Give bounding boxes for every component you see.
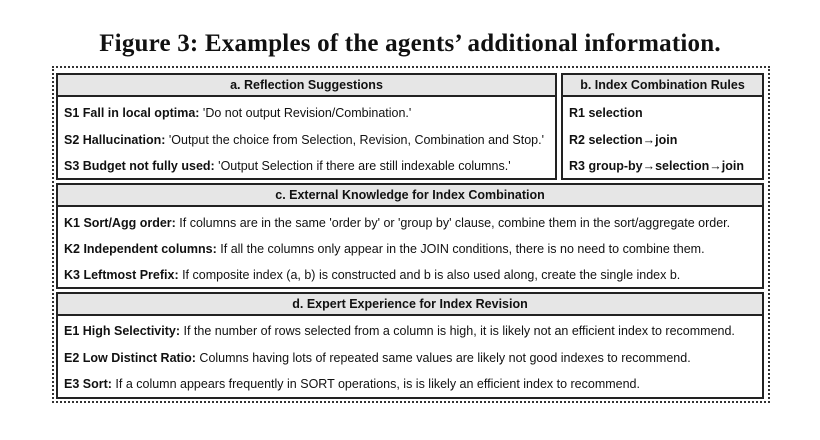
item-label: S3 Budget not fully used: xyxy=(64,159,215,173)
item-text: If composite index (a, b) is constructed and b is also used along, create the single index b. xyxy=(178,268,681,282)
item-text: Columns having lots of repeated same values are likely not good indexes to recommend. xyxy=(195,351,691,365)
list-item xyxy=(64,324,735,338)
item-label: K3 Leftmost Prefix: xyxy=(64,268,179,282)
list-item xyxy=(64,106,411,120)
item-label: S1 Fall in local optima: xyxy=(64,106,200,120)
list-item xyxy=(64,351,691,365)
rule-item: R1 selection xyxy=(569,106,643,120)
item-label: S2 Hallucination: xyxy=(64,133,166,147)
rule-item: R3 group-by→selection→join xyxy=(569,159,745,173)
section-header: b. Index Combination Rules xyxy=(563,75,762,97)
section-header: a. Reflection Suggestions xyxy=(58,75,555,97)
item-label: K1 Sort/Agg order: xyxy=(64,216,176,230)
item-label: K2 Independent columns: xyxy=(64,242,217,256)
section-external-knowledge xyxy=(56,183,764,289)
section-header: d. Expert Experience for Index Revision xyxy=(58,294,762,316)
item-text: If all the columns only appear in the JOIN conditions, there is no need to combine them. xyxy=(216,242,705,256)
section-header: c. External Knowledge for Index Combination xyxy=(58,185,762,207)
list-item xyxy=(64,268,680,282)
rule-item: R2 selection→join xyxy=(569,133,678,147)
list-item xyxy=(64,242,705,256)
list-item xyxy=(64,216,730,230)
item-text: 'Output the choice from Selection, Revision, Combination and Stop.' xyxy=(165,133,544,147)
item-label: E3 Sort: xyxy=(64,377,112,391)
item-text: If a column appears frequently in SORT operations, is is likely an efficient index to recommend. xyxy=(111,377,640,391)
item-text: If the number of rows selected from a column is high, it is likely not an efficient index to recommend. xyxy=(180,324,735,338)
item-label: E1 High Selectivity: xyxy=(64,324,181,338)
item-label: E2 Low Distinct Ratio: xyxy=(64,351,196,365)
list-item xyxy=(64,133,544,147)
item-text: 'Do not output Revision/Combination.' xyxy=(199,106,412,120)
item-text: If columns are in the same 'order by' or 'group by' clause, combine them in the sort/aggregate order. xyxy=(175,216,731,230)
section-reflection-suggestions xyxy=(56,73,557,180)
section-index-combination-rules xyxy=(561,73,764,180)
figure-title: Figure 3: Examples of the agents’ additional information. xyxy=(99,30,721,57)
section-expert-experience xyxy=(56,292,764,399)
item-text: 'Output Selection if there are still indexable columns.' xyxy=(214,159,511,173)
list-item xyxy=(64,159,511,173)
list-item xyxy=(64,377,640,391)
